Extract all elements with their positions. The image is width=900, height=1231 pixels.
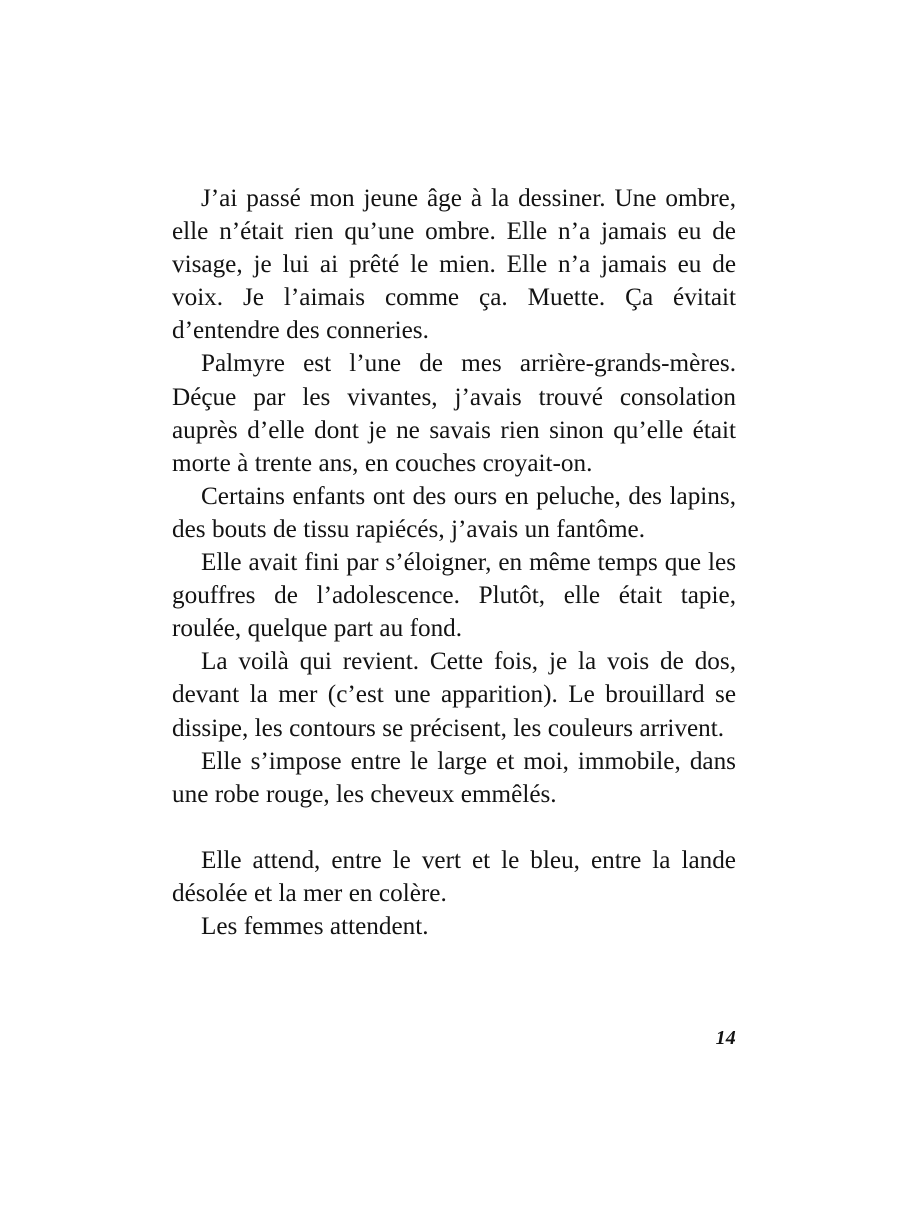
paragraph: Elle s’impose entre le large et moi, immobile, dans une robe rouge, les cheveux emmêlés. bbox=[172, 747, 736, 808]
paragraph: La voilà qui revient. Cette fois, je la vois de dos, devant la mer (c’est une apparition). Le brouillard se dissipe, les contours se précisent, les couleurs arrivent. bbox=[172, 648, 736, 742]
page-number: 14 bbox=[715, 1027, 736, 1049]
paragraph: Palmyre est l’une de mes arrière-grands-mères. Déçue par les vivantes, j’avais trouvé consolation auprès d’elle dont je ne savais rien sinon qu’elle était morte à trente ans, en couches croyait-on. bbox=[172, 350, 736, 477]
body-text-block bbox=[172, 182, 736, 943]
paragraph: Elle avait fini par s’éloigner, en même temps que les gouffres de l’adolescence. Plutôt, elle était tapie, roulée, quelque part au fond. bbox=[172, 549, 736, 643]
paragraph: Elle attend, entre le vert et le bleu, entre la lande désolée et la mer en colère. bbox=[172, 846, 736, 907]
paragraph: Certains enfants ont des ours en peluche, des lapins, des bouts de tissu rapiécés, j’avais un fantôme. bbox=[172, 482, 736, 543]
paragraph: Les femmes attendent. bbox=[200, 913, 429, 941]
paragraph: J’ai passé mon jeune âge à la dessiner. Une ombre, elle n’était rien qu’une ombre. Elle n’a jamais eu de visage, je lui ai prêté le mien. Elle n’a jamais eu de voix. Je l’aimais comme ça. Muette. Ça évitait d’entendre des conneries. bbox=[172, 185, 736, 345]
